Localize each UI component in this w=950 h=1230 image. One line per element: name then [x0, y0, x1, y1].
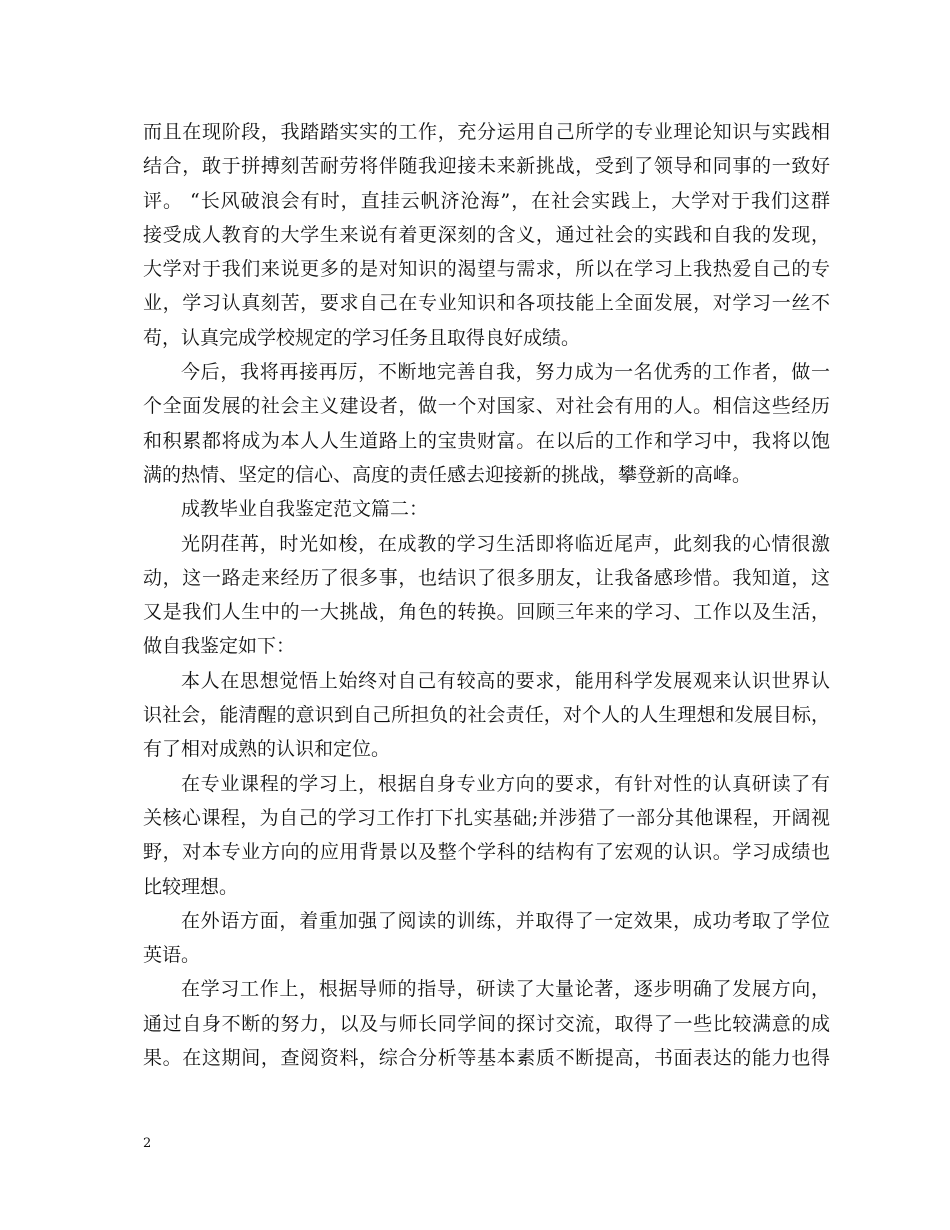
text-line-16: 做自我鉴定如下： [143, 635, 296, 658]
text-line-3: 评。 “长风破浪会有时，直挂云帆济沧海”，在社会实践上，大学对于我们这群 [143, 189, 830, 212]
text-line-23: 比较理想。 [143, 875, 239, 898]
text-line-18: 识社会，能清醒的意识到自己所担负的社会责任，对个人的人生理想和发展目标， [143, 704, 830, 727]
text-line-27: 通过自身不断的努力，以及与师长同学间的探讨交流，取得了一些比较满意的成 [143, 1012, 830, 1035]
text-line-8: 今后，我将再接再厉，不断地完善自我，努力成为一名优秀的工作者，做一 [181, 361, 830, 384]
text-line-1: 而且在现阶段，我踏踏实实的工作，充分运用自己所学的专业理论知识与实践相 [143, 121, 830, 143]
text-line-25: 英语。 [143, 944, 201, 967]
body-text [143, 115, 830, 1075]
text-line-11: 满的热情、坚定的信心、高度的责任感去迎接新的挑战，攀登新的高峰。 [143, 463, 752, 486]
text-line-2: 结合，敢于拼搏刻苦耐劳将伴随我迎接未来新挑战，受到了领导和同事的一致好 [143, 155, 830, 178]
text-line-5: 大学对于我们来说更多的是对知识的渴望与需求，所以在学习上我热爱自己的专 [143, 258, 830, 281]
text-line-10: 和积累都将成为本人人生道路上的宝贵财富。在以后的工作和学习中，我将以饱 [143, 429, 830, 452]
text-line-26: 在学习工作上，根据导师的指导，研读了大量论著，逐步明确了发展方向， [181, 978, 830, 1001]
text-line-7: 苟，认真完成学校规定的学习任务且取得良好成绩。 [143, 326, 581, 349]
text-line-15: 又是我们人生中的一大挑战，角色的转换。回顾三年来的学习、工作以及生活， [143, 601, 830, 624]
page-number: 2 [143, 1136, 152, 1151]
text-line-21: 关核心课程，为自己的学习工作打下扎实基础;并涉猎了一部分其他课程，开阔视 [143, 806, 830, 829]
text-line-6: 业，学习认真刻苦，要求自己在专业知识和各项技能上全面发展，对学习一丝不 [143, 292, 830, 315]
text-line-14: 动，这一路走来经历了很多事，也结识了很多朋友，让我备感珍惜。我知道，这 [143, 566, 830, 589]
text-line-19: 有了相对成熟的认识和定位。 [143, 738, 391, 761]
text-line-4: 接受成人教育的大学生来说有着更深刻的含义，通过社会的实践和自我的发现， [143, 223, 830, 246]
text-line-13: 光阴荏苒，时光如梭，在成教的学习生活即将临近尾声，此刻我的心情很激 [181, 532, 830, 555]
text-line-22: 野，对本专业方向的应用背景以及整个学科的结构有了宏观的认识。学习成绩也 [143, 841, 830, 864]
text-line-20: 在专业课程的学习上，根据自身专业方向的要求，有针对性的认真研读了有 [181, 772, 830, 795]
section-heading: 成教毕业自我鉴定范文篇二： [181, 498, 429, 521]
text-line-9: 个全面发展的社会主义建设者，做一个对国家、对社会有用的人。相信这些经历 [143, 395, 830, 418]
text-line-17: 本人在思想觉悟上始终对自己有较高的要求，能用科学发展观来认识世界认 [181, 669, 830, 692]
text-line-28: 果。在这期间，查阅资料，综合分析等基本素质不断提高，书面表达的能力也得 [143, 1047, 830, 1070]
text-line-24: 在外语方面，着重加强了阅读的训练，并取得了一定效果，成功考取了学位 [181, 909, 830, 932]
